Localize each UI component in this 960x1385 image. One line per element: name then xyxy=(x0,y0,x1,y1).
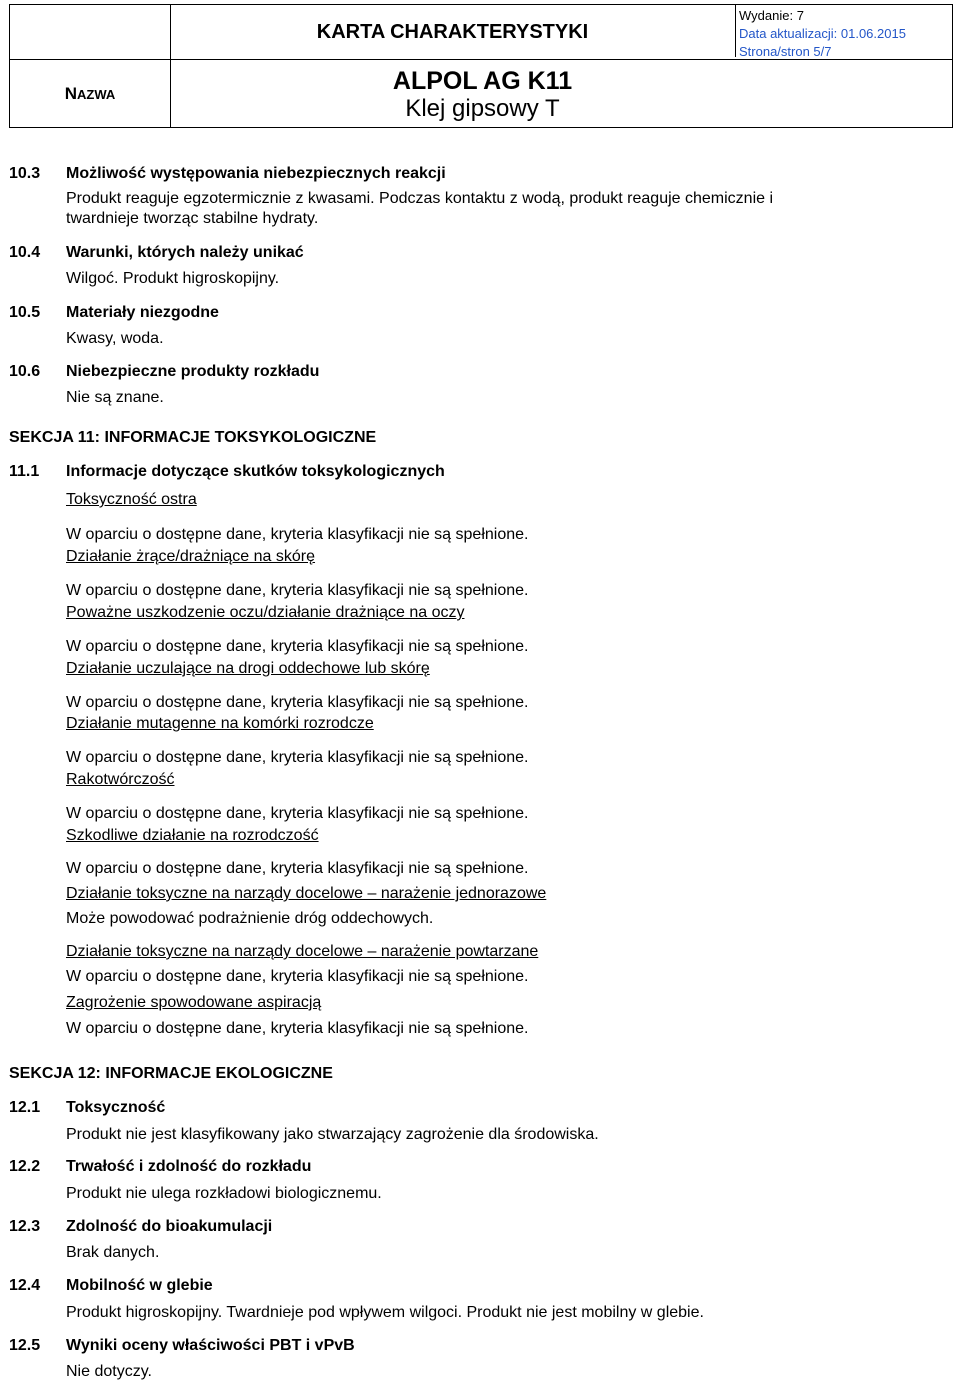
paragraph-line: Produkt nie jest klasyfikowany jako stwarzający zagrożenie dla środowiska. xyxy=(66,1126,599,1143)
subsection-title: Warunki, których należy unikać xyxy=(66,244,304,261)
hazard-class-label: Działanie mutagenne na komórki rozrodcze xyxy=(66,715,374,732)
paragraph-line: Kwasy, woda. xyxy=(66,330,164,347)
subsection-title: Możliwość występowania niebezpiecznych reakcji xyxy=(66,165,446,182)
subsection-number: 10.4 xyxy=(9,244,41,261)
subsection-number: 12.3 xyxy=(9,1218,41,1235)
hazard-class-text: W oparciu o dostępne dane, kryteria klasyfikacji nie są spełnione. xyxy=(66,749,529,766)
subsection-number: 11.1 xyxy=(9,463,40,480)
subsection-title: Toksyczność xyxy=(66,1099,166,1116)
hazard-class-label: Szkodliwe działanie na rozrodczość xyxy=(66,827,319,844)
subsection-title: Niebezpieczne produkty rozkładu xyxy=(66,363,320,380)
hazard-class-label: Poważne uszkodzenie oczu/działanie drażniące na oczy xyxy=(66,604,465,621)
hazard-class-text: W oparciu o dostępne dane, kryteria klasyfikacji nie są spełnione. xyxy=(66,968,529,985)
hazard-class-text: W oparciu o dostępne dane, kryteria klasyfikacji nie są spełnione. xyxy=(66,638,529,655)
product-block xyxy=(170,59,795,129)
document-header xyxy=(9,4,953,128)
subsection-number: 10.6 xyxy=(9,363,41,380)
hazard-class-text: W oparciu o dostępne dane, kryteria klasyfikacji nie są spełnione. xyxy=(66,1020,529,1037)
subsection-title: Materiały niezgodne xyxy=(66,304,219,321)
subsection-title: Informacje dotyczące skutków toksykologicznych xyxy=(66,463,445,480)
paragraph-line: Brak danych. xyxy=(66,1244,160,1261)
paragraph-line: Wilgoć. Produkt higroskopijny. xyxy=(66,270,280,287)
hazard-class-label: Toksyczność ostra xyxy=(66,491,197,508)
hazard-class-text: W oparciu o dostępne dane, kryteria klasyfikacji nie są spełnione. xyxy=(66,582,529,599)
document-title: KARTA CHARAKTERYSTYKI xyxy=(316,20,589,43)
hazard-class-text: W oparciu o dostępne dane, kryteria klasyfikacji nie są spełnione. xyxy=(66,860,529,877)
hazard-class-label: Działanie żrące/drażniące na skórę xyxy=(66,548,316,565)
paragraph-line: Produkt nie ulega rozkładowi biologicznemu. xyxy=(66,1185,382,1202)
subsection-title: Trwałość i zdolność do rozkładu xyxy=(66,1158,312,1175)
paragraph-line: Nie są znane. xyxy=(66,389,164,406)
paragraph-line: twardnieje tworząc stabilne hydraty. xyxy=(66,210,319,227)
subsection-number: 12.5 xyxy=(9,1337,41,1354)
hazard-class-text: W oparciu o dostępne dane, kryteria klasyfikacji nie są spełnione. xyxy=(66,526,529,543)
hazard-class-label: Działanie toksyczne na narządy docelowe – narażenie jednorazowe xyxy=(66,885,547,902)
paragraph-line: Produkt higroskopijny. Twardnieje pod wpływem wilgoci. Produkt nie jest mobilny w glebie. xyxy=(66,1304,704,1321)
name-label-first: N xyxy=(64,84,77,103)
hazard-class-text: W oparciu o dostępne dane, kryteria klasyfikacji nie są spełnione. xyxy=(66,694,529,711)
hazard-class-text: Może powodować podrażnienie dróg oddechowych. xyxy=(66,910,434,927)
update-date: Data aktualizacji: 01.06.2015 xyxy=(739,26,906,41)
subsection-number: 12.4 xyxy=(9,1277,41,1294)
edition-number: Wydanie: 7 xyxy=(739,8,804,23)
document-meta xyxy=(735,7,954,61)
hazard-class-label: Rakotwórczość xyxy=(66,771,175,788)
subsection-title: Mobilność w glebie xyxy=(66,1277,213,1294)
section-heading: SEKCJA 12: INFORMACJE EKOLOGICZNE xyxy=(9,1065,333,1082)
product-subtitle: Klej gipsowy T xyxy=(405,95,560,122)
subsection-number: 10.5 xyxy=(9,304,41,321)
product-name: ALPOL AG K11 xyxy=(392,67,573,95)
name-label-rest: AZWA xyxy=(77,86,116,102)
page-number: Strona/stron 5/7 xyxy=(739,44,832,59)
section-heading: SEKCJA 11: INFORMACJE TOKSYKOLOGICZNE xyxy=(9,429,377,446)
hazard-class-label: Działanie toksyczne na narządy docelowe – narażenie powtarzane xyxy=(66,943,539,960)
name-label xyxy=(10,59,170,129)
hazard-class-text: W oparciu o dostępne dane, kryteria klasyfikacji nie są spełnione. xyxy=(66,805,529,822)
subsection-title: Zdolność do bioakumulacji xyxy=(66,1218,273,1235)
hazard-class-label: Zagrożenie spowodowane aspiracją xyxy=(66,994,322,1011)
subsection-number: 12.2 xyxy=(9,1158,41,1175)
subsection-number: 10.3 xyxy=(9,165,41,182)
subsection-number: 12.1 xyxy=(9,1099,41,1116)
paragraph-line: Produkt reaguje egzotermicznie z kwasami. Podczas kontaktu z wodą, produkt reaguje chemicznie i xyxy=(66,190,774,207)
paragraph-line: Nie dotyczy. xyxy=(66,1363,152,1380)
hazard-class-label: Działanie uczulające na drogi oddechowe lub skórę xyxy=(66,660,430,677)
subsection-title: Wyniki oceny właściwości PBT i vPvB xyxy=(66,1337,355,1354)
